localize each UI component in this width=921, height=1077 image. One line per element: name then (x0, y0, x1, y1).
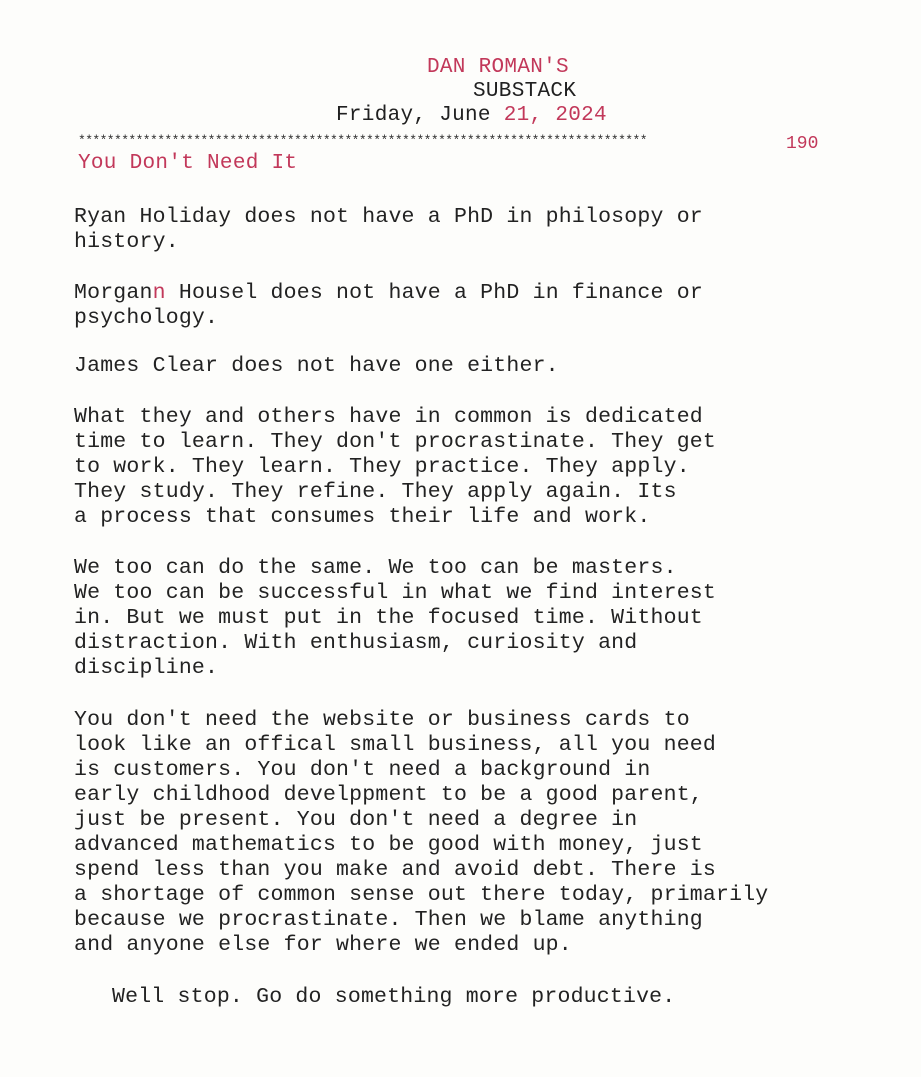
header-author: DAN ROMAN'S (427, 56, 569, 79)
date-weekday-month: Friday, June (336, 104, 504, 127)
paragraph-3: James Clear does not have one either. (74, 354, 559, 378)
star-divider: ******************************************************************************* (78, 133, 647, 148)
paragraph-1: Ryan Holiday does not have a PhD in philosopy or history. (74, 205, 703, 254)
header-publication: SUBSTACK (473, 80, 577, 103)
page-number: 190 (786, 134, 819, 154)
paragraph-6: You don't need the website or business cards to look like an offical small business, all you need is customers. You don't need a background in early childhood develppment to be a good parent, just be present. You don't need a degree in advanced mathematics to be good with money, just spend less than you make and avoid debt. There is a shortage of common sense out there today, primarily because we procrastinate. Then we blame anything and anyone else for where we ended up. (74, 708, 769, 957)
closing-line: Well stop. Go do something more productive. (112, 985, 676, 1009)
paragraph-5: We too can do the same. We too can be masters. We too can be successful in what we find interest in. But we must put in the focused time. Without distraction. With enthusiasm, curiosity and discipline. (74, 556, 717, 680)
header-date (336, 104, 607, 127)
struck-letter: n (152, 281, 166, 305)
paragraph-4: What they and others have in common is dedicated time to learn. They don't procrastinate. They get to work. They learn. They practice. They apply. They study. They refine. They apply again. Its a process that consumes their life and work. (74, 405, 717, 529)
date-day-year: 21, 2024 (503, 104, 607, 127)
article-title: You Don't Need It (78, 152, 298, 175)
paragraph-2-start: Morgan (74, 281, 153, 305)
paragraph-2 (74, 281, 703, 331)
paragraph-2-rest: Housel does not have a PhD in finance or psychology. (74, 281, 703, 330)
